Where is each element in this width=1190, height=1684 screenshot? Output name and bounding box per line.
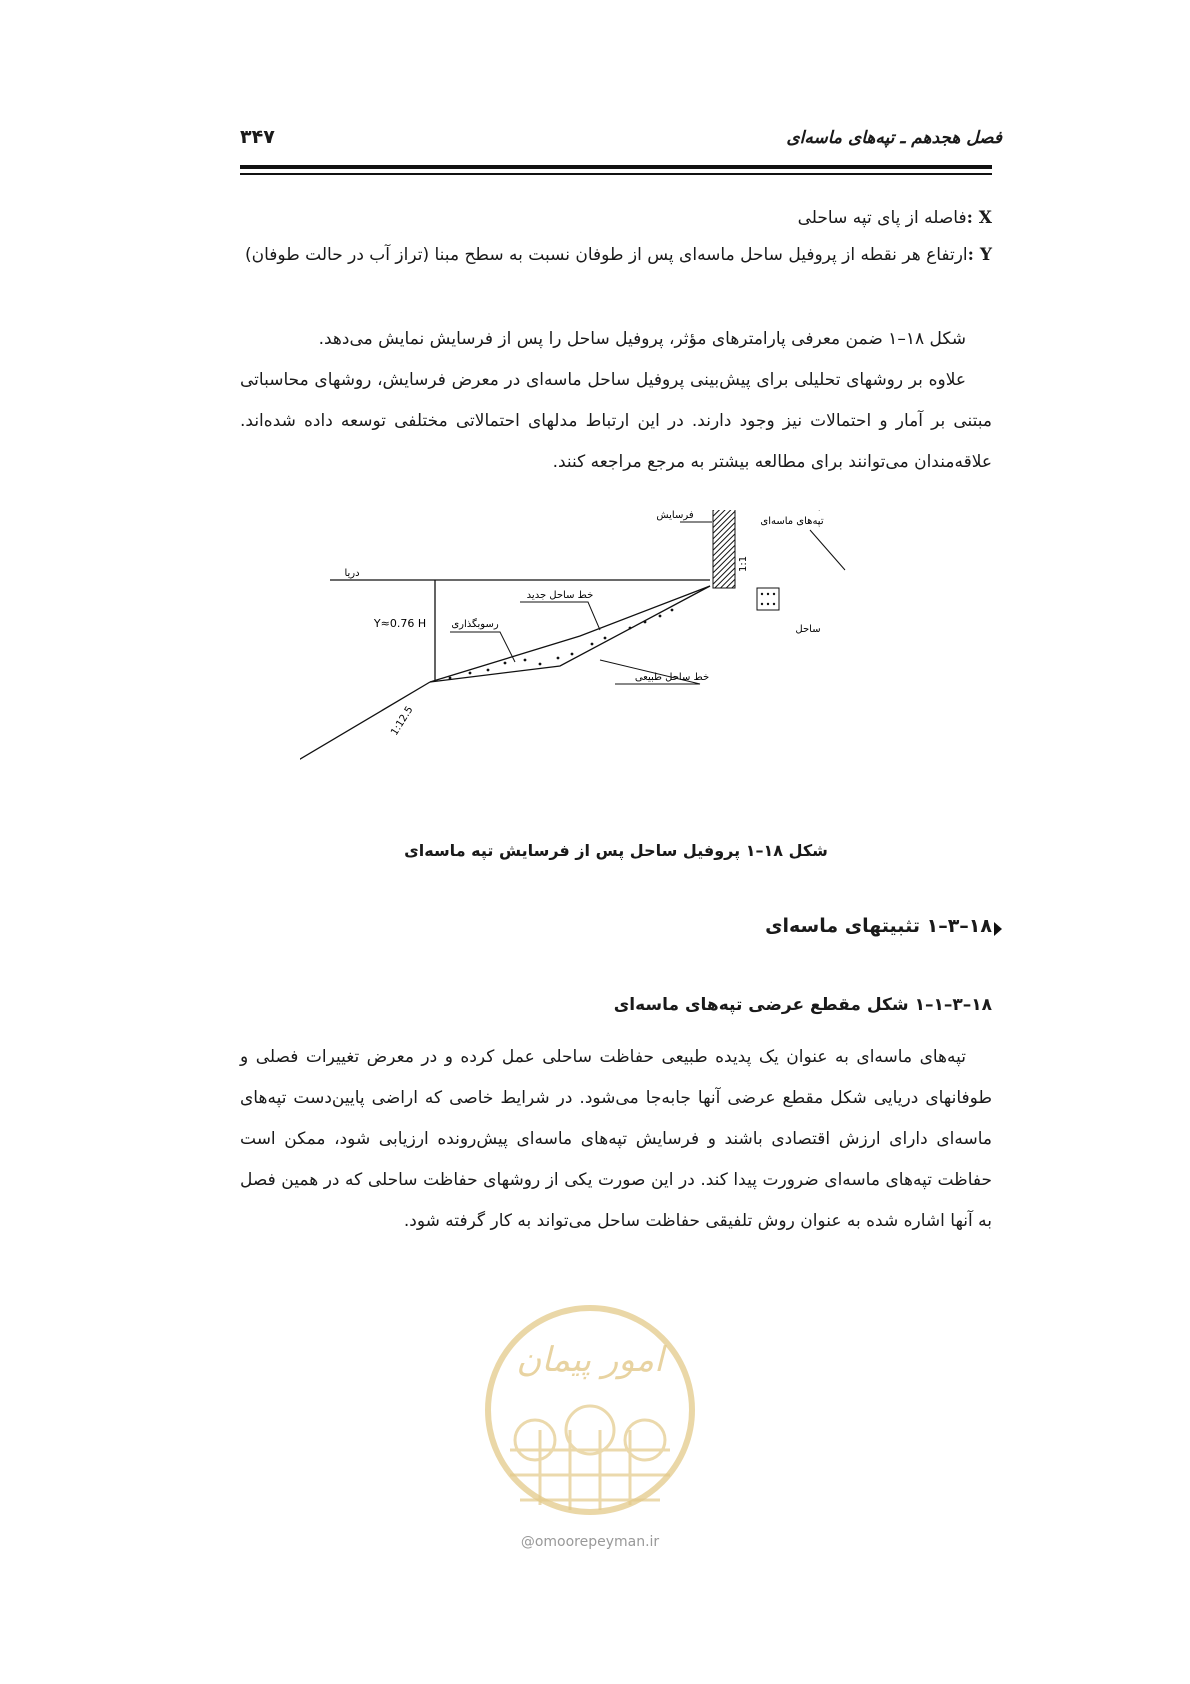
definition-x <box>240 198 992 239</box>
label-natural-shoreline: خط ساحل طبیعی <box>634 672 710 683</box>
dune-sand-box <box>757 588 779 610</box>
header-rule-thick <box>240 165 992 169</box>
label-dunes: تپه‌های ماسه‌ای <box>760 516 824 527</box>
running-header-title: فصل هجدهم ـ تپه‌های ماسه‌ای <box>786 128 1002 148</box>
subsection-heading: ۱۸–۳–۱–۱ شکل مقطع عرضی تپه‌های ماسه‌ای <box>613 995 992 1015</box>
dune-sand-dots <box>761 593 775 605</box>
label-slope-seabed: 1:12.5 <box>389 704 416 738</box>
section-heading: ۱۸–۳–۱ تثبیتهای ماسه‌ای <box>765 915 992 937</box>
figure-caption: شکل ۱۸–۱ پروفیل ساحل پس از فرسایش تپه ماسه‌ای <box>404 841 828 860</box>
watermark-url: @omoorepeyman.ir <box>520 1534 660 1550</box>
label-erosion: فرسایش <box>656 510 694 521</box>
definition-y <box>240 235 992 276</box>
new-shoreline-leader <box>520 602 600 630</box>
label-deposition: رسوبگذاری <box>451 619 499 630</box>
definition-y-label: Y : <box>967 245 992 265</box>
body-paragraph-1: شکل ۱۸–۱ ضمن معرفی پارامترهای مؤثر، پروفیل ساحل را پس از فرسایش نمایش می‌دهد. <box>318 329 966 349</box>
dune-leader-line <box>810 530 845 570</box>
label-new-shoreline: خط ساحل جدید <box>526 590 594 601</box>
seabed-slope-line <box>300 682 430 768</box>
definition-x-text: فاصله از پای تپه ساحلی <box>797 208 967 228</box>
beach-profile-figure <box>300 510 920 830</box>
watermark-text: امور پیمان <box>516 1340 664 1380</box>
page-number: ۳۴۷ <box>240 126 275 148</box>
header-rule-thin <box>240 173 992 175</box>
section-bullet-icon <box>994 922 1002 936</box>
label-beach: ساحل <box>795 624 821 635</box>
watermark-seal-icon <box>480 1300 700 1560</box>
beach-profile-diagram <box>300 510 920 830</box>
deposition-leader <box>450 632 515 662</box>
body-paragraph-3: تپه‌های ماسه‌ای به عنوان یک پدیده طبیعی حفاظت ساحلی عمل کرده و در معرض تغییرات فصلی و طوفانهای دریایی شکل مقطع عرضی آنها جابه‌جا می‌شود. در شرایط خاصی که اراضی پایین‌دست تپه‌های ماسه‌ای دارای ارزش اقتصادی باشند و فرسایش تپه‌های ماسه‌ای پیش‌رونده ارزیابی شود، ممکن است حفاظت تپه‌های ماسه‌ای ضرورت پیدا کند. در این صورت یکی از روشهای حفاظت ساحلی که در همین فصل به آنها اشاره شده به عنوان روش تلفیقی حفاظت ساحل می‌تواند به کار گرفته شود. <box>240 1047 992 1231</box>
definition-x-label: X : <box>966 208 992 228</box>
body-paragraph-2: علاوه بر روشهای تحلیلی برای پیش‌بینی پروفیل ساحل ماسه‌ای در معرض فرسایش، روشهای محاسباتی مبتنی بر آمار و احتمالات نیز وجود دارند. در این ارتباط مدلهای احتمالاتی مختلفی توسعه داده شده‌اند. علاقه‌مندان می‌توانند برای مطالعه بیشتر به مرجع مراجعه کنند. <box>240 370 992 472</box>
definition-y-text: ارتفاع هر نقطه از پروفیل ساحل ماسه‌ای پس از طوفان نسبت به سطح مبنا (تراز آب در حالت طوفان) <box>245 245 968 265</box>
eroded-dune-scarp <box>713 510 735 588</box>
label-sea: دریا <box>344 568 360 579</box>
label-y-formula: Y≈0.76 H <box>373 617 427 630</box>
label-slope-dune: 1:1 <box>738 555 749 572</box>
watermark-logo <box>480 1300 700 1560</box>
